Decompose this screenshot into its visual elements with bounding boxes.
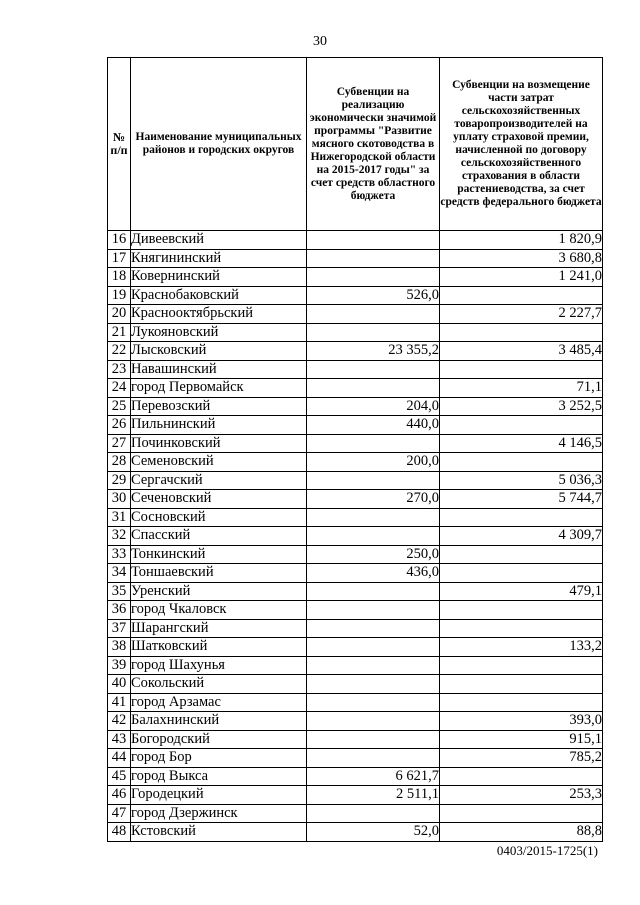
row-number: 20 [108,305,131,324]
table-row [108,804,603,823]
regional-subsidy-value: 250,0 [307,545,440,564]
district-name: Починковский [131,434,307,453]
regional-subsidy-value [307,582,440,601]
district-name: город Дзержинск [131,804,307,823]
federal-subsidy-value: 1 241,0 [440,268,603,287]
federal-subsidy-value [440,360,603,379]
federal-subsidy-value: 133,2 [440,638,603,657]
district-name: город Шахунья [131,656,307,675]
row-number: 35 [108,582,131,601]
district-name: Балахнинский [131,712,307,731]
federal-subsidy-value [440,286,603,305]
table-row [108,379,603,398]
table-row [108,453,603,472]
regional-subsidy-value [307,712,440,731]
table-row [108,767,603,786]
table-row [108,305,603,324]
row-number: 17 [108,249,131,268]
header-federal-subsidy: Субвенции на возмещение части затрат сельскохозяйственных товаропроизводителей на уплату страховой премии, начисленной по договору сельскохозяйственного страхования в области растениеводства, за счет средств федерального бюджета [440,58,603,231]
regional-subsidy-value: 270,0 [307,490,440,509]
federal-subsidy-value: 3 252,5 [440,397,603,416]
district-name: Сокольский [131,675,307,694]
district-name: город Арзамас [131,693,307,712]
district-name: Краснооктябрьский [131,305,307,324]
district-name: Уренский [131,582,307,601]
federal-subsidy-value [440,601,603,620]
table-row [108,342,603,361]
table-row [108,693,603,712]
district-name: город Выкса [131,767,307,786]
regional-subsidy-value [307,693,440,712]
table-row [108,527,603,546]
table-row [108,823,603,842]
row-number: 32 [108,527,131,546]
federal-subsidy-value: 5 036,3 [440,471,603,490]
regional-subsidy-value [307,804,440,823]
row-number: 21 [108,323,131,342]
row-number: 28 [108,453,131,472]
regional-subsidy-value [307,471,440,490]
row-number: 41 [108,693,131,712]
district-name: Кстовский [131,823,307,842]
federal-subsidy-value: 785,2 [440,749,603,768]
federal-subsidy-value [440,656,603,675]
district-name: Тоншаевский [131,564,307,583]
district-name: город Первомайск [131,379,307,398]
regional-subsidy-value: 204,0 [307,397,440,416]
row-number: 38 [108,638,131,657]
row-number: 26 [108,416,131,435]
regional-subsidy-value [307,305,440,324]
row-number: 48 [108,823,131,842]
regional-subsidy-value: 200,0 [307,453,440,472]
table-row [108,786,603,805]
table-row [108,434,603,453]
regional-subsidy-value: 526,0 [307,286,440,305]
header-regional-subsidy: Субвенции на реализацию экономически значимой программы "Развитие мясного скотоводства в Нижегородской области на 2015-2017 годы" за счет средств областного бюджета [307,58,440,231]
federal-subsidy-value: 3 485,4 [440,342,603,361]
row-number: 44 [108,749,131,768]
district-name: город Бор [131,749,307,768]
federal-subsidy-value [440,323,603,342]
regional-subsidy-value: 440,0 [307,416,440,435]
regional-subsidy-value [307,619,440,638]
district-name: Шатковский [131,638,307,657]
district-name: Сосновский [131,508,307,527]
row-number: 46 [108,786,131,805]
district-name: Богородский [131,730,307,749]
regional-subsidy-value [307,508,440,527]
federal-subsidy-value [440,804,603,823]
regional-subsidy-value [307,231,440,250]
row-number: 23 [108,360,131,379]
regional-subsidy-value: 23 355,2 [307,342,440,361]
row-number: 27 [108,434,131,453]
regional-subsidy-value: 6 621,7 [307,767,440,786]
federal-subsidy-value: 915,1 [440,730,603,749]
federal-subsidy-value: 4 146,5 [440,434,603,453]
district-name: Навашинский [131,360,307,379]
federal-subsidy-value: 4 309,7 [440,527,603,546]
district-name: Сеченовский [131,490,307,509]
row-number: 33 [108,545,131,564]
regional-subsidy-value: 436,0 [307,564,440,583]
federal-subsidy-value: 88,8 [440,823,603,842]
regional-subsidy-value: 52,0 [307,823,440,842]
regional-subsidy-value [307,268,440,287]
table-row [108,397,603,416]
table-row [108,749,603,768]
federal-subsidy-value [440,767,603,786]
federal-subsidy-value [440,675,603,694]
table-row [108,619,603,638]
table-row [108,231,603,250]
district-name: Спасский [131,527,307,546]
table-row [108,601,603,620]
district-name: город Чкаловск [131,601,307,620]
district-name: Краснобаковский [131,286,307,305]
federal-subsidy-value [440,693,603,712]
table-row [108,471,603,490]
table-row [108,712,603,731]
row-number: 22 [108,342,131,361]
regional-subsidy-value [307,601,440,620]
table-row [108,730,603,749]
table-row [108,360,603,379]
row-number: 36 [108,601,131,620]
federal-subsidy-value: 3 680,8 [440,249,603,268]
row-number: 40 [108,675,131,694]
table-row [108,490,603,509]
table-row [108,416,603,435]
table-row [108,545,603,564]
district-name: Перевозский [131,397,307,416]
regional-subsidy-value [307,360,440,379]
district-name: Лысковский [131,342,307,361]
federal-subsidy-value: 1 820,9 [440,231,603,250]
district-name: Городецкий [131,786,307,805]
federal-subsidy-value: 71,1 [440,379,603,398]
district-name: Лукояновский [131,323,307,342]
table-row [108,582,603,601]
federal-subsidy-value: 479,1 [440,582,603,601]
district-name: Дивеевский [131,231,307,250]
district-name: Княгининский [131,249,307,268]
row-number: 39 [108,656,131,675]
regional-subsidy-value [307,749,440,768]
row-number: 31 [108,508,131,527]
federal-subsidy-value [440,545,603,564]
regional-subsidy-value [307,527,440,546]
table-row [108,249,603,268]
district-name: Ковернинский [131,268,307,287]
row-number: 16 [108,231,131,250]
regional-subsidy-value [307,323,440,342]
regional-subsidy-value: 2 511,1 [307,786,440,805]
row-number: 43 [108,730,131,749]
table-row [108,268,603,287]
row-number: 47 [108,804,131,823]
regional-subsidy-value [307,638,440,657]
table-row [108,323,603,342]
subsidy-table [107,57,603,842]
federal-subsidy-value [440,564,603,583]
document-code: 0403/2015-1725(1) [496,843,598,858]
row-number: 34 [108,564,131,583]
table-row [108,638,603,657]
regional-subsidy-value [307,434,440,453]
federal-subsidy-value: 5 744,7 [440,490,603,509]
table-header-row [108,58,603,231]
row-number: 45 [108,767,131,786]
district-name: Тонкинский [131,545,307,564]
federal-subsidy-value: 2 227,7 [440,305,603,324]
district-name: Пильнинский [131,416,307,435]
district-name: Шарангский [131,619,307,638]
federal-subsidy-value [440,416,603,435]
row-number: 29 [108,471,131,490]
table-row [108,508,603,527]
row-number: 24 [108,379,131,398]
header-number: № п/п [108,58,131,231]
table-row [108,656,603,675]
regional-subsidy-value [307,730,440,749]
header-district-name: Наименование муниципальных районов и городских округов [131,58,307,231]
row-number: 30 [108,490,131,509]
federal-subsidy-value [440,508,603,527]
table-row [108,286,603,305]
federal-subsidy-value: 393,0 [440,712,603,731]
row-number: 37 [108,619,131,638]
federal-subsidy-value [440,619,603,638]
table-row [108,675,603,694]
regional-subsidy-value [307,675,440,694]
row-number: 18 [108,268,131,287]
federal-subsidy-value: 253,3 [440,786,603,805]
district-name: Семеновский [131,453,307,472]
district-name: Сергачский [131,471,307,490]
federal-subsidy-value [440,453,603,472]
regional-subsidy-value [307,656,440,675]
table-row [108,564,603,583]
row-number: 42 [108,712,131,731]
row-number: 25 [108,397,131,416]
regional-subsidy-value [307,379,440,398]
row-number: 19 [108,286,131,305]
page-number: 30 [313,34,327,49]
regional-subsidy-value [307,249,440,268]
